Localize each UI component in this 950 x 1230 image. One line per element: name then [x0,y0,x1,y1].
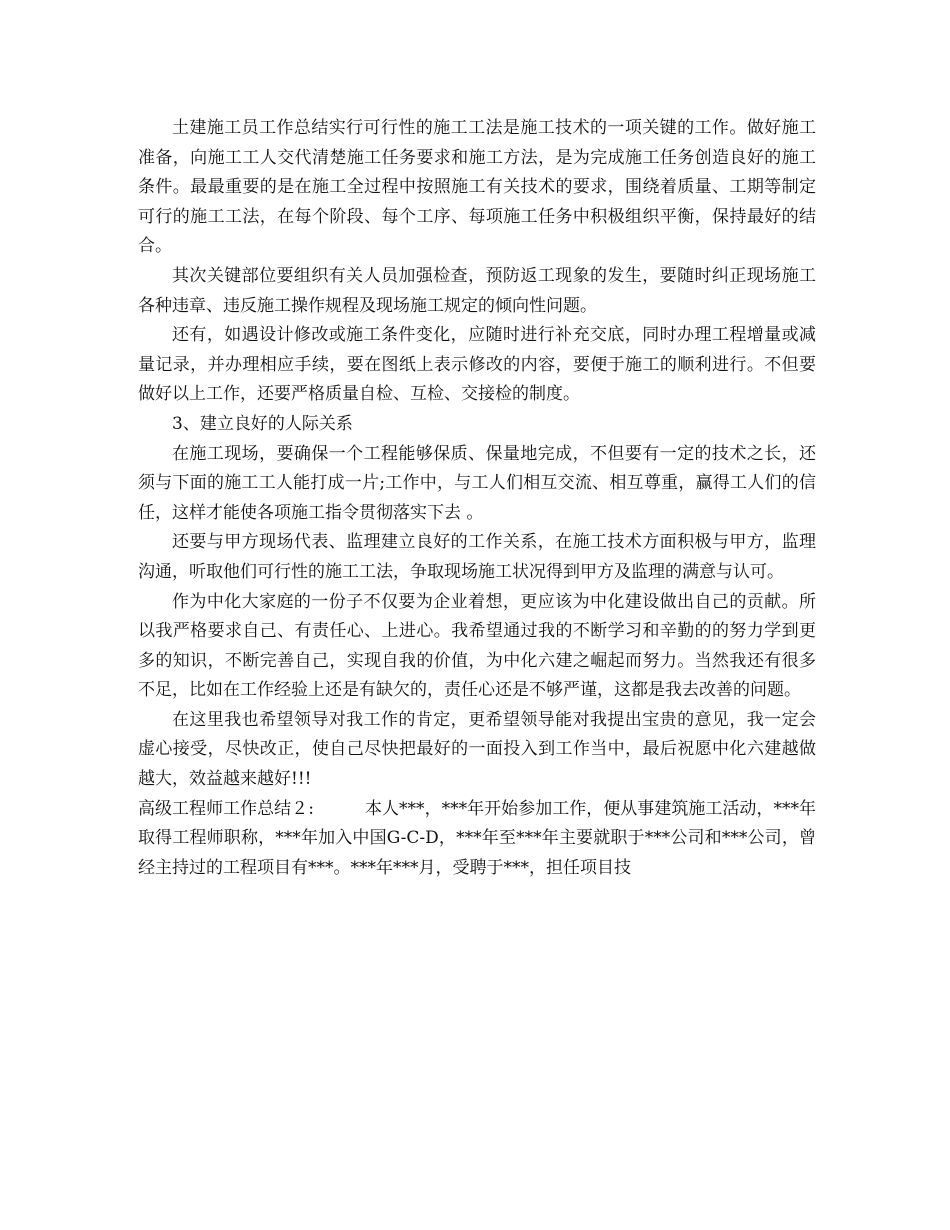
paragraph-7: 在这里我也希望领导对我工作的肯定，更希望领导能对我提出宝贵的意见，我一定会虚心接受，尽快改正，使自己尽快把最好的一面投入到工作当中，最后祝愿中化六建越做越大，效益越来越好!!! [138,709,816,790]
paragraph-2: 其次关键部位要组织有关人员加强检查，预防返工现象的发生，要随时纠正现场施工各种违章、违反施工操作规程及现场施工规定的倾向性问题。 [138,265,816,316]
document-page [138,114,816,883]
paragraph-6: 作为中化大家庭的一份子不仅要为企业着想，更应该为中化建设做出自己的贡献。所以我严格要求自己、有责任心、上进心。我希望通过我的不断学习和辛勤的的努力学到更多的知识，不断完善自己，实现自我的价值，为中化六建之崛起而努力。当然我还有很多不足，比如在工作经验上还是有缺欠的，责任心还是不够严谨，这都是我去改善的问题。 [138,591,816,701]
paragraph-4: 在施工现场，要确保一个工程能够保质、保量地完成，不但要有一定的技术之长，还须与下面的施工工人能打成一片;工作中，与工人们相互交流、相互尊重，赢得工人们的信任，这样才能使各项施工指令贯彻落实下去 。 [138,443,816,523]
paragraph-3: 还有，如遇设计修改或施工条件变化，应随时进行补充交底，同时办理工程增量或减量记录，并办理相应手续，要在图纸上表示修改的内容，要便于施工的顺利进行。不但要做好以上工作，还要严格质量自检、互检、交接检的制度。 [138,325,816,405]
paragraph-1: 土建施工员工作总结实行可行性的施工工法是施工技术的一项关键的工作。做好施工准备，向施工工人交代清楚施工任务要求和施工方法，是为完成施工任务创造良好的施工条件。最最重要的是在施工全过程中按照施工有关技术的要求，围绕着质量、工期等制定可行的施工工法，在每个阶段、每个工序、每项施工任务中积极组织平衡，保持最好的结合。 [138,118,816,257]
paragraph-5: 还要与甲方现场代表、监理建立良好的工作关系，在施工技术方面积极与甲方，监理沟通，听取他们可行性的施工工法，争取现场施工状况得到甲方及监理的满意与认可。 [138,532,816,582]
paragraph-8: 高级工程师工作总结２: 本人***，***年开始参加工作，便从事建筑施工活动，***年取得工程师职称，***年加入中国G-C-D，***年至***年主要就职于***公司和***公司，曾经主持过的工程项目有***。***年***月，受聘于***，担任项目技 [138,798,816,878]
section-heading: 3、建立良好的人际关系 [172,413,353,434]
